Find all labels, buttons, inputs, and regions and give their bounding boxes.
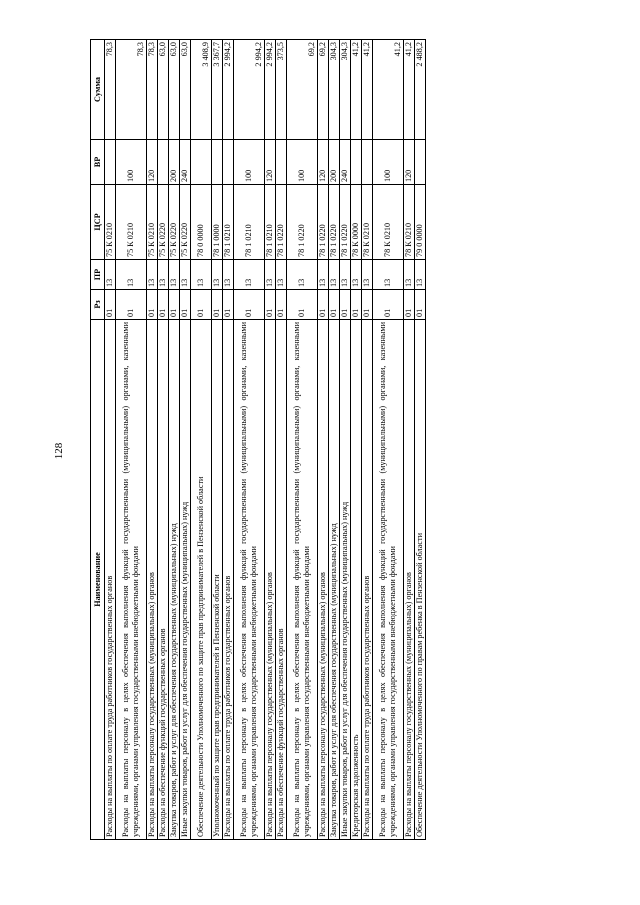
row-sum: 63,0 (169, 40, 180, 140)
row-csr: 78 1 0220 (276, 185, 287, 260)
row-name: Расходы на выплаты персоналу государственных (муниципальных) органов (404, 320, 415, 840)
row-name: Расходы на выплаты персоналу в целях обеспечения выполнения функций государственными (муниципальными) органами, казенными учреждениями, органами управления государственными внебюджетными фондами (287, 320, 318, 840)
row-name: Расходы на выплаты персоналу государственных (муниципальных) органов (318, 320, 329, 840)
row-csr: 78 К 0210 (362, 185, 373, 260)
row-pr: 13 (191, 260, 212, 290)
row-sum: 2 994,2 (223, 40, 234, 140)
row-sum: 41,2 (404, 40, 415, 140)
row-name: Расходы на выплаты персоналу в целях обеспечения выполнения функций государственными (муниципальными) органами, казенными учреждениями, органами управления государственными внебюджетными фондами (116, 320, 147, 840)
row-rz: 01 (105, 290, 116, 320)
table-row (180, 40, 191, 840)
row-name: Расходы на выплаты персоналу в целях обеспечения выполнения функций государственными (муниципальными) органами, казенными учреждениями, органами управления государственными внебюджетными фондами (234, 320, 265, 840)
row-rz: 01 (180, 290, 191, 320)
row-pr: 13 (340, 260, 351, 290)
row-rz: 01 (340, 290, 351, 320)
row-rz: 01 (265, 290, 276, 320)
row-sum: 3 408,9 (191, 40, 212, 140)
row-pr: 13 (362, 260, 373, 290)
row-pr: 13 (212, 260, 223, 290)
row-vr (105, 140, 116, 185)
row-rz: 01 (415, 290, 426, 320)
row-name: Уполномоченный по защите прав предпринимателей в Пензенской области (212, 320, 223, 840)
row-sum: 41,2 (351, 40, 362, 140)
header-csr: ЦСР (91, 185, 105, 260)
row-csr: 75 К 0210 (105, 185, 116, 260)
row-csr: 75 К 0210 (147, 185, 158, 260)
row-pr: 13 (415, 260, 426, 290)
row-name: Расходы на выплаты по оплате труда работников государственных органов (105, 320, 116, 840)
row-name: Иные закупки товаров, работ и услуг для обеспечения государственных (муниципальных) нужд (180, 320, 191, 840)
row-csr: 78 1 0210 (223, 185, 234, 260)
row-pr: 13 (147, 260, 158, 290)
row-name: Закупка товаров, работ и услуг для обеспечения государственных (муниципальных) нужд (329, 320, 340, 840)
table-row (169, 40, 180, 840)
row-csr: 78 1 0000 (212, 185, 223, 260)
row-name: Иные закупки товаров, работ и услуг для обеспечения государственных (муниципальных) нужд (340, 320, 351, 840)
row-name: Обеспечение деятельности Уполномоченного по защите прав предпринимателей в Пензенской области (191, 320, 212, 840)
row-rz: 01 (223, 290, 234, 320)
row-pr: 13 (234, 260, 265, 290)
row-vr: 100 (234, 140, 265, 185)
row-pr: 13 (373, 260, 404, 290)
row-vr (191, 140, 212, 185)
header-pr: ПР (91, 260, 105, 290)
row-vr: 100 (373, 140, 404, 185)
row-rz: 01 (351, 290, 362, 320)
row-name: Расходы на выплаты по оплате труда работников государственных органов (223, 320, 234, 840)
row-name: Расходы на обеспечение функций государственных органов (276, 320, 287, 840)
row-vr: 240 (180, 140, 191, 185)
row-sum: 3 367,7 (212, 40, 223, 140)
row-rz: 01 (169, 290, 180, 320)
table-row (415, 40, 426, 840)
table-header-row (91, 40, 105, 840)
row-vr (351, 140, 362, 185)
row-vr (158, 140, 169, 185)
row-sum: 41,2 (373, 40, 404, 140)
table-row (116, 40, 147, 840)
row-vr (223, 140, 234, 185)
row-rz: 01 (191, 290, 212, 320)
row-sum: 304,3 (340, 40, 351, 140)
row-csr: 78 1 0210 (234, 185, 265, 260)
row-pr: 13 (158, 260, 169, 290)
row-vr: 120 (147, 140, 158, 185)
table-row (147, 40, 158, 840)
row-rz: 01 (276, 290, 287, 320)
row-vr: 200 (329, 140, 340, 185)
row-pr: 13 (105, 260, 116, 290)
row-vr (276, 140, 287, 185)
row-rz: 01 (147, 290, 158, 320)
row-name: Кредиторская задолженность (351, 320, 362, 840)
row-pr: 13 (265, 260, 276, 290)
row-pr: 13 (223, 260, 234, 290)
row-vr: 120 (318, 140, 329, 185)
row-csr: 78 К 0210 (373, 185, 404, 260)
table-row (340, 40, 351, 840)
row-pr: 13 (404, 260, 415, 290)
table-row (191, 40, 212, 840)
header-sum: Сумма (91, 40, 105, 140)
table-row (362, 40, 373, 840)
row-vr (415, 140, 426, 185)
rotated-page (90, 40, 540, 840)
row-name: Расходы на выплаты персоналу государственных (муниципальных) органов (265, 320, 276, 840)
row-csr: 78 1 0220 (340, 185, 351, 260)
row-pr: 13 (318, 260, 329, 290)
row-vr: 100 (287, 140, 318, 185)
table-body (105, 40, 426, 840)
row-sum: 2 994,2 (265, 40, 276, 140)
table-row (351, 40, 362, 840)
header-rz: Рз (91, 290, 105, 320)
row-name: Расходы на выплаты по оплате труда работников государственных органов (362, 320, 373, 840)
row-vr: 120 (265, 140, 276, 185)
row-name: Расходы на выплаты персоналу в целях обеспечения выполнения функций государственными (муниципальными) органами, казенными учреждениями, органами управления государственными внебюджетными фондами (373, 320, 404, 840)
row-rz: 01 (158, 290, 169, 320)
row-name: Расходы на обеспечение функций государственных органов (158, 320, 169, 840)
row-pr: 13 (180, 260, 191, 290)
row-csr: 75 К 0220 (158, 185, 169, 260)
table-row (212, 40, 223, 840)
row-sum: 63,0 (180, 40, 191, 140)
row-csr: 79 0 0000 (415, 185, 426, 260)
row-rz: 01 (116, 290, 147, 320)
table-row (329, 40, 340, 840)
row-name: Расходы на выплаты персоналу государственных (муниципальных) органов (147, 320, 158, 840)
row-csr: 78 К 0000 (351, 185, 362, 260)
row-csr: 75 К 0220 (169, 185, 180, 260)
table-row (404, 40, 415, 840)
row-rz: 01 (212, 290, 223, 320)
row-rz: 01 (287, 290, 318, 320)
page-number: 128 (53, 442, 65, 460)
row-rz: 01 (404, 290, 415, 320)
row-sum: 63,0 (158, 40, 169, 140)
row-sum: 304,3 (329, 40, 340, 140)
row-rz: 01 (234, 290, 265, 320)
row-csr: 78 0 0000 (191, 185, 212, 260)
row-pr: 13 (116, 260, 147, 290)
row-pr: 13 (169, 260, 180, 290)
row-pr: 13 (287, 260, 318, 290)
row-rz: 01 (329, 290, 340, 320)
row-sum: 373,5 (276, 40, 287, 140)
row-csr: 78 1 0220 (287, 185, 318, 260)
row-sum: 41,2 (362, 40, 373, 140)
row-sum: 78,3 (105, 40, 116, 140)
row-rz: 01 (362, 290, 373, 320)
table-row (373, 40, 404, 840)
row-vr: 100 (116, 140, 147, 185)
budget-table (90, 39, 426, 840)
row-sum: 69,2 (287, 40, 318, 140)
row-sum: 2 994,2 (234, 40, 265, 140)
row-csr: 75 К 0210 (116, 185, 147, 260)
row-vr: 240 (340, 140, 351, 185)
table-row (287, 40, 318, 840)
row-vr: 120 (404, 140, 415, 185)
row-csr: 78 К 0210 (404, 185, 415, 260)
row-vr (212, 140, 223, 185)
table-row (276, 40, 287, 840)
table-row (158, 40, 169, 840)
table-row (318, 40, 329, 840)
row-sum: 78,3 (116, 40, 147, 140)
row-sum: 69,2 (318, 40, 329, 140)
row-csr: 78 1 0220 (318, 185, 329, 260)
row-pr: 13 (351, 260, 362, 290)
header-name: Наименование (91, 320, 105, 840)
row-sum: 78,3 (147, 40, 158, 140)
row-sum: 2 488,2 (415, 40, 426, 140)
table-row (265, 40, 276, 840)
row-name: Закупка товаров, работ и услуг для обеспечения государственных (муниципальных) нужд (169, 320, 180, 840)
row-vr: 200 (169, 140, 180, 185)
row-csr: 78 1 0220 (329, 185, 340, 260)
header-vr: ВР (91, 140, 105, 185)
table-row (234, 40, 265, 840)
row-vr (362, 140, 373, 185)
row-rz: 01 (318, 290, 329, 320)
row-name: Обеспечение деятельности Уполномоченного по правам ребенка в Пензенской области (415, 320, 426, 840)
row-csr: 75 К 0220 (180, 185, 191, 260)
row-rz: 01 (373, 290, 404, 320)
row-pr: 13 (329, 260, 340, 290)
table-row (223, 40, 234, 840)
row-csr: 78 1 0210 (265, 185, 276, 260)
table-row (105, 40, 116, 840)
row-pr: 13 (276, 260, 287, 290)
